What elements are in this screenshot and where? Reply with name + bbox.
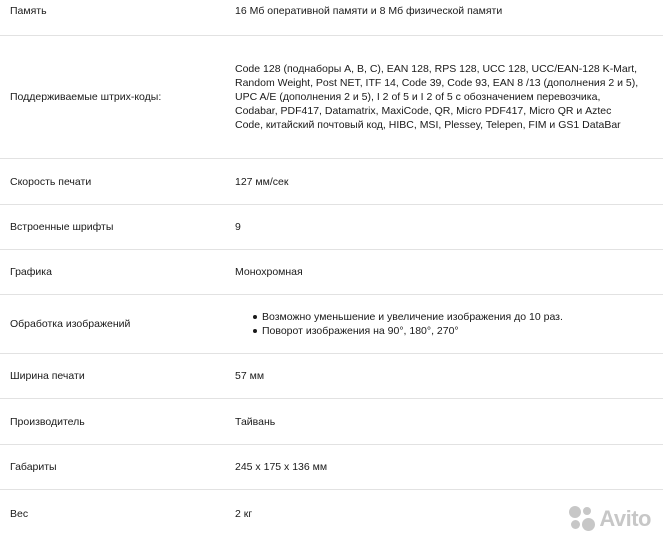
spec-bullet: Возможно уменьшение и увеличение изображения до 10 раз. — [235, 310, 640, 324]
spec-row-print-width — [0, 354, 663, 399]
spec-row-fonts — [0, 205, 663, 250]
spec-row-dimensions — [0, 445, 663, 490]
spec-row-manufacturer — [0, 399, 663, 445]
avito-watermark — [569, 506, 651, 532]
avito-logo-icon — [569, 506, 595, 532]
spec-label: Встроенные шрифты — [10, 221, 114, 233]
spec-row-barcodes — [0, 36, 663, 159]
spec-value: Code 128 (поднаборы A, B, C), EAN 128, RPS 128, UCC 128, UCC/EAN-128 K-Mart, Random Weight, Post NET, ITF 14, Code 39, Code 93, EAN 8 /13 (дополнения 2 и 5), UPC A/E (дополнения 2 и 5), I 2 of 5 и I 2 of 5 с обозначением перевозчика, Codabar, PDF417, Datamatrix, MaxiCode, QR, Micro PDF417, Micro QR и Aztec Code, китайский почтовый код, HIBC, MSI, Plessey, Telepen, FIM и GS1 DataBar — [235, 63, 639, 131]
spec-label: Память — [10, 4, 47, 17]
spec-label: Ширина печати — [10, 370, 85, 382]
spec-value: Монохромная — [235, 266, 303, 278]
spec-value-list — [235, 310, 640, 338]
spec-value: 2 кг — [235, 508, 253, 520]
spec-label: Производитель — [10, 415, 85, 428]
spec-label: Габариты — [10, 461, 57, 473]
spec-row-image-processing — [0, 295, 663, 354]
spec-value: 9 — [235, 221, 241, 233]
spec-bullet: Поворот изображения на 90°, 180°, 270° — [235, 324, 640, 338]
spec-row-weight — [0, 490, 663, 540]
spec-label: Скорость печати — [10, 175, 92, 188]
spec-label: Поддерживаемые штрих-коды: — [10, 91, 162, 103]
spec-value: 127 мм/сек — [235, 175, 289, 188]
spec-label: Графика — [10, 266, 52, 278]
spec-row-print-speed — [0, 159, 663, 205]
spec-value: 16 Мб оперативной памяти и 8 Мб физической памяти — [235, 4, 503, 17]
spec-label: Обработка изображений — [10, 318, 131, 330]
spec-value: 57 мм — [235, 370, 265, 382]
spec-label: Вес — [10, 508, 29, 520]
spec-row-memory — [0, 0, 663, 36]
spec-value: 245 x 175 x 136 мм — [235, 461, 328, 473]
spec-row-graphics — [0, 250, 663, 295]
spec-value: Тайвань — [235, 415, 276, 428]
avito-watermark-text: Avito — [599, 506, 651, 531]
